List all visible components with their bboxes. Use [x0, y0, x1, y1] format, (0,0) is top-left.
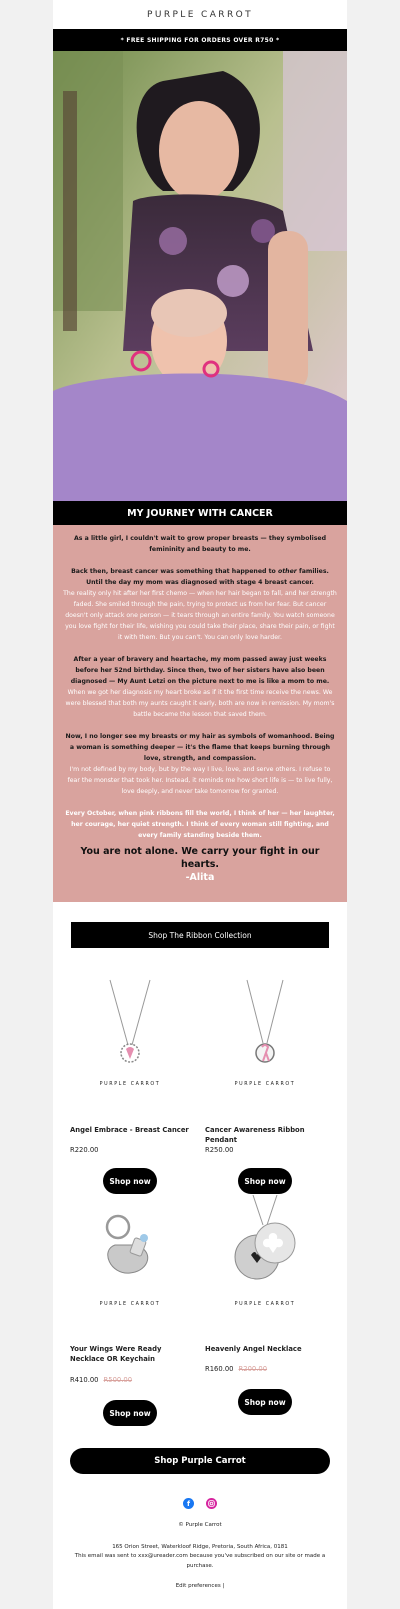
hero-photo	[53, 51, 347, 501]
hero-image	[53, 51, 347, 501]
product-price: R220.00	[70, 1146, 99, 1154]
edit-preferences-link[interactable]: Edit preferences |	[175, 1583, 225, 1589]
social-links	[53, 1498, 347, 1509]
shop-ribbon-collection-button[interactable]: Shop The Ribbon Collection	[71, 922, 329, 948]
product-name[interactable]: Angel Embrace - Breast Cancer	[70, 1126, 189, 1134]
product-brand: PURPLE CARROT	[99, 1302, 161, 1307]
closing-line: You are not alone. We carry your fight in our hearts.	[80, 846, 320, 870]
story-paragraph: Back then, breast cancer was something that happened to other families. Until the day my mom was diagnosed with stage 4 breast cancer.	[71, 568, 329, 586]
story-paragraph: After a year of bravery and heartache, my mom passed away just weeks before her 52nd birthday. Since then, two of her sisters have also been diagnosed — My Aunt Letzi on the picture next to me is like a mom to me.	[70, 656, 330, 685]
story-paragraph: I'm not defined by my body, but by the way I live, love, and serve others. I refuse to fear the monster that took her. Instead, it reminds me how short life is — to live fully, love deeply, and never take tomorrow for granted.	[67, 766, 333, 795]
product-brand: PURPLE CARROT	[234, 1082, 296, 1087]
product-name[interactable]: Your Wings Were Ready Necklace OR Keychain	[70, 1345, 162, 1363]
shop-now-button[interactable]: Shop now	[238, 1389, 292, 1415]
product-card	[70, 1195, 190, 1425]
product-name[interactable]: Cancer Awareness Ribbon Pendant	[205, 1126, 305, 1144]
product-name[interactable]: Heavenly Angel Necklace	[205, 1345, 302, 1353]
product-brand: PURPLE CARROT	[234, 1302, 296, 1307]
instagram-icon[interactable]	[206, 1498, 217, 1509]
footer-notice: This email was sent to xxx@ureader.com because you've subscribed on our site or made a purchase.	[74, 1553, 326, 1569]
product-card	[205, 1195, 325, 1425]
shop-now-button[interactable]: Shop now	[103, 1168, 157, 1194]
story-paragraph: Now, I no longer see my breasts or my hair as symbols of womanhood. Being a woman is something deeper — it's the flame that keeps burning through love, strength, and compassion.	[65, 733, 335, 762]
footer-address: 165 Orion Street, Waterkloof Ridge, Pretoria, South Africa, 0181	[112, 1544, 288, 1550]
email-container	[53, 0, 347, 1609]
product-price: R160.00 R200.00	[205, 1365, 268, 1373]
angel-necklace-image	[205, 1195, 325, 1290]
product-card	[205, 975, 325, 1205]
section-title: MY JOURNEY WITH CANCER	[53, 501, 347, 525]
story-paragraph: Every October, when pink ribbons fill the world, I think of her — her laughter, her courage, her quiet strength. I think of every woman still fighting, and every family standing beside them.	[65, 810, 335, 839]
product-image[interactable]	[70, 975, 190, 1105]
necklace-image	[70, 975, 190, 1070]
product-price: R410.00 R500.00	[70, 1376, 133, 1384]
product-brand: PURPLE CARROT	[99, 1082, 161, 1087]
story-section	[53, 525, 347, 902]
signature: -Alita	[185, 872, 215, 883]
copyright: © Purple Carrot	[178, 1522, 222, 1528]
shipping-banner: * FREE SHIPPING FOR ORDERS OVER R750 *	[53, 29, 347, 51]
product-image[interactable]	[70, 1195, 190, 1325]
facebook-icon[interactable]: f	[183, 1498, 194, 1509]
shop-now-button[interactable]: Shop now	[103, 1400, 157, 1426]
story-paragraph: When we got her diagnosis my heart broke as if it the first time receive the news. We were blessed that both my aunts caught it early, both are now in remission. My mom's battle became the lesson that saved them.	[65, 689, 335, 718]
brand-logo[interactable]: PURPLE CARROT	[147, 9, 253, 20]
shop-purple-carrot-button[interactable]: Shop Purple Carrot	[70, 1448, 330, 1474]
shop-now-button[interactable]: Shop now	[238, 1168, 292, 1194]
wings-keychain-image	[70, 1195, 190, 1290]
story-paragraph: As a little girl, I couldn't wait to grow proper breasts — they symbolised femininity and beauty to me.	[73, 535, 327, 553]
product-card	[70, 975, 190, 1205]
product-image[interactable]	[205, 1195, 325, 1325]
product-image[interactable]	[205, 975, 325, 1105]
product-price: R250.00	[205, 1146, 234, 1154]
story-paragraph: The reality only hit after her first chemo — when her hair began to fall, and her strength faded. She smiled through the pain, trying to protect us from her fear. But cancer doesn't only attack one person — it tears through an entire family. You watch someone you love fight for their life, wishing you could take their place, share their pain, or fight it with them. But you can't. You can only love harder.	[63, 590, 337, 641]
ribbon-pendant-image	[205, 975, 325, 1070]
